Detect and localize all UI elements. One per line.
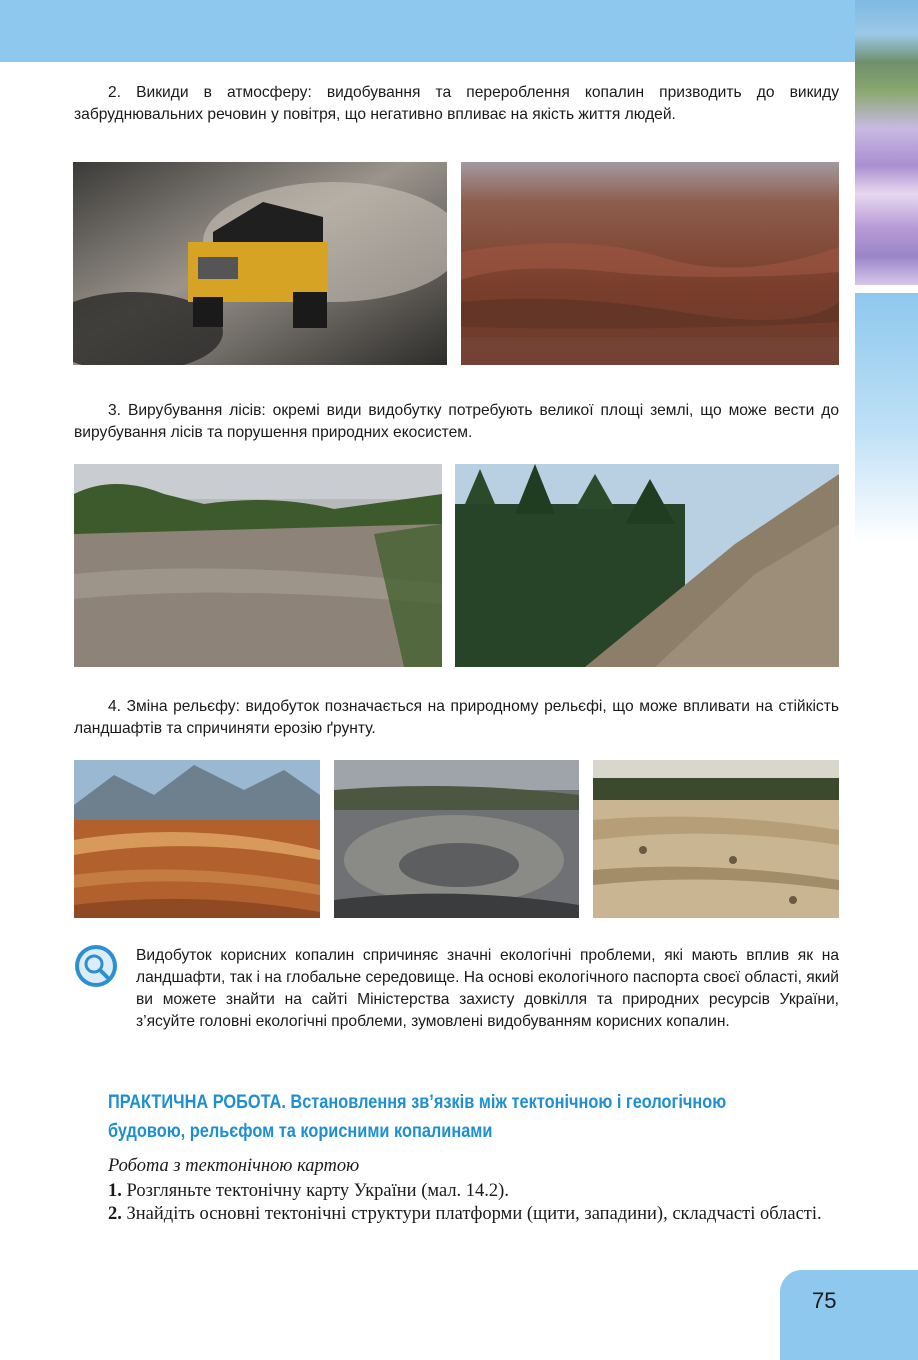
paragraph-emissions: 2. Викиди в атмосферу: видобування та перероблення копалин призводить до викиду забруднювальних речовин у повітря, що негативно впливає на якість життя людей. bbox=[74, 84, 839, 123]
photo-cleared-forest bbox=[593, 760, 839, 918]
top-color-bar bbox=[0, 0, 855, 62]
practical-subtitle: Робота з тектонічною картою bbox=[108, 1156, 360, 1176]
info-note: Видобуток корисних копалин спричиняє значні екологічні проблеми, які мають вплив як на ландшафти, так і на глобальне середовище. На основі екологічного паспорта своєї області, який ви можете знайти на сайті Міністерства захисту довкілля та природних ресурсів України, з’ясуйте головні екологічні проблеми, зумовлені видобуванням корисних копалин. bbox=[136, 947, 839, 1030]
page-number: 75 bbox=[812, 1288, 837, 1313]
photo-muddy-river bbox=[74, 464, 442, 667]
task-2-text: Знайдіть основні тектонічні структури платформи (щити, западини), складчасті області. bbox=[121, 1204, 822, 1224]
paragraph-relief-change: 4. Зміна рельєфу: видобуток позначається на природному рельєфі, що може впливати на стійкість ландшафтів та спричиняти ерозію ґрунту. bbox=[74, 698, 839, 737]
task-2-number: 2. bbox=[108, 1204, 122, 1224]
photo-eroded-slope bbox=[455, 464, 839, 667]
photo-grey-quarry bbox=[334, 760, 579, 918]
task-1 bbox=[74, 1180, 839, 1203]
page-number-tab bbox=[780, 1270, 918, 1360]
magnifier-icon bbox=[74, 944, 118, 988]
photo-open-pit bbox=[461, 162, 839, 365]
paragraph-deforestation: 3. Вирубування лісів: окремі види видобутку потребують великої площі землі, що може вести до вирубування лісів та порушення природних екосистем. bbox=[74, 402, 839, 441]
practical-work-title: ПРАКТИЧНА РОБОТА. Встановлення зв’язків між тектонічною і геологічною будовою, рельєфом та корисними копалинами bbox=[108, 1092, 727, 1142]
side-decorative-photo bbox=[855, 0, 918, 285]
task-1-number: 1. bbox=[108, 1181, 122, 1201]
task-1-text: Розгляньте тектонічну карту України (мал. 14.2). bbox=[121, 1181, 509, 1201]
side-color-band bbox=[855, 293, 918, 543]
task-2 bbox=[74, 1203, 839, 1226]
photo-terraced-mine bbox=[74, 760, 320, 918]
photo-dump-truck bbox=[73, 162, 447, 365]
